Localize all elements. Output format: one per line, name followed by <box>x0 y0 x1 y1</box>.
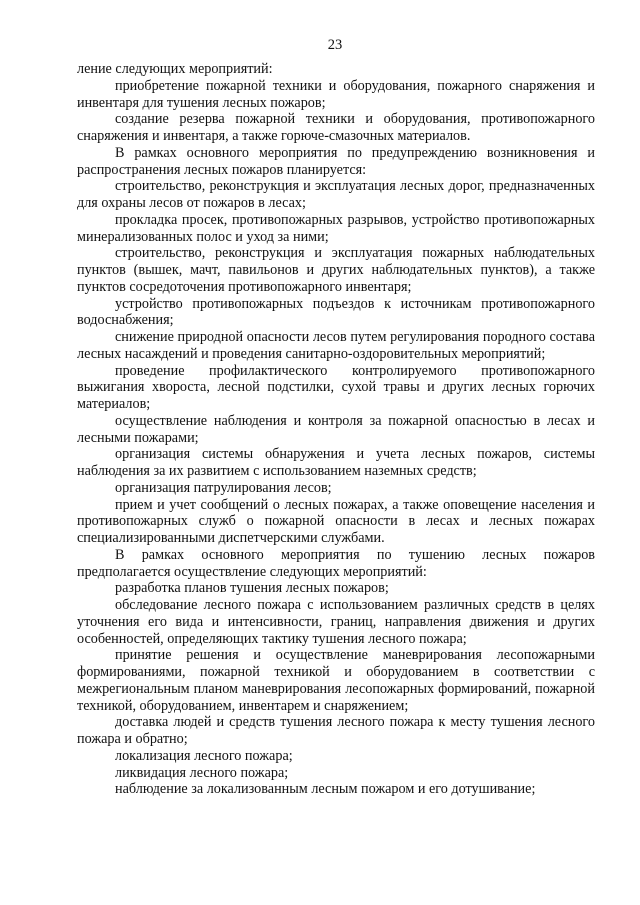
list-item-observation-points: строительство, реконструкция и эксплуатация пожарных наблюдательных пунктов (вышек, мачт, павильонов и других наблюдательных пунктов), а также пунктов сосредоточения противопожарного инвентаря; <box>77 245 595 295</box>
list-item-delivery: доставка людей и средств тушения лесного пожара к месту тушения лесного пожара и обратно; <box>77 714 595 747</box>
list-item-monitoring: осуществление наблюдения и контроля за пожарной опасностью в лесах и лесными пожарами; <box>77 412 595 446</box>
list-item-liquidation: ликвидация лесного пожара; <box>115 764 289 781</box>
list-item-localization: локализация лесного пожара; <box>115 747 293 764</box>
list-item-fire-survey: обследование лесного пожара с использованием различных средств в целях уточнения его вида и интенсивности, границ, направления движения и других особенностей, определяющих тактику тушения лесного пожара; <box>77 597 595 647</box>
body-text <box>77 61 595 798</box>
list-item-equipment-purchase: приобретение пожарной техники и оборудования, пожарного снаряжения и инвентаря для тушения лесных пожаров; <box>77 77 595 111</box>
list-item-suppression-plans: разработка планов тушения лесных пожаров; <box>115 580 389 597</box>
list-item-forest-roads: строительство, реконструкция и эксплуатация лесных дорог, предназначенных для охраны лесов от пожаров в лесах; <box>77 178 595 211</box>
list-item-controlled-burning: проведение профилактического контролируемого противопожарного выжигания хвороста, лесной подстилки, сухой травы и других лесных горючих материалов; <box>77 362 595 412</box>
list-item-water-access: устройство противопожарных подъездов к источникам противопожарного водоснабжения; <box>77 295 595 329</box>
list-item-equipment-reserve: создание резерва пожарной техники и оборудования, противопожарного снаряжения и инвентаря, а также горюче-смазочных материалов. <box>77 111 595 144</box>
page-number: 23 <box>327 37 343 53</box>
list-item-after-watch: наблюдение за локализованным лесным пожаром и его дотушивание; <box>115 781 536 798</box>
section-intro-suppression: В рамках основного мероприятия по тушению лесных пожаров предполагается осуществление следующих мероприятий: <box>77 546 595 580</box>
list-item-reports-and-alerts: прием и учет сообщений о лесных пожарах, а также оповещение населения и противопожарных служб о пожарной опасности в лесах и лесных пожарах специализированными диспетчерскими службами. <box>77 496 595 546</box>
list-item-hazard-reduction: снижение природной опасности лесов путем регулирования породного состава лесных насаждений и проведения санитарно-оздоровительных мероприятий; <box>77 329 595 362</box>
list-item-maneuvering: принятие решения и осуществление маневрирования лесопожарными формированиями, пожарной техникой и оборудованием в соответствии с межрегиональным планом маневрирования лесопожарных формирований, пожарной техникой, оборудованием, инвентарем и снаряжением; <box>77 647 595 714</box>
list-item-firebreaks: прокладка просек, противопожарных разрывов, устройство противопожарных минерализованных полос и уход за ними; <box>77 211 595 245</box>
list-item-patrolling: организация патрулирования лесов; <box>115 479 332 496</box>
paragraph-continuation: ление следующих мероприятий: <box>77 61 273 77</box>
section-intro-prevention: В рамках основного мероприятия по предупреждению возникновения и распространения лесных пожаров планируется: <box>77 144 595 178</box>
list-item-detection-system: организация системы обнаружения и учета лесных пожаров, системы наблюдения за их развитием с использованием наземных средств; <box>77 446 595 479</box>
